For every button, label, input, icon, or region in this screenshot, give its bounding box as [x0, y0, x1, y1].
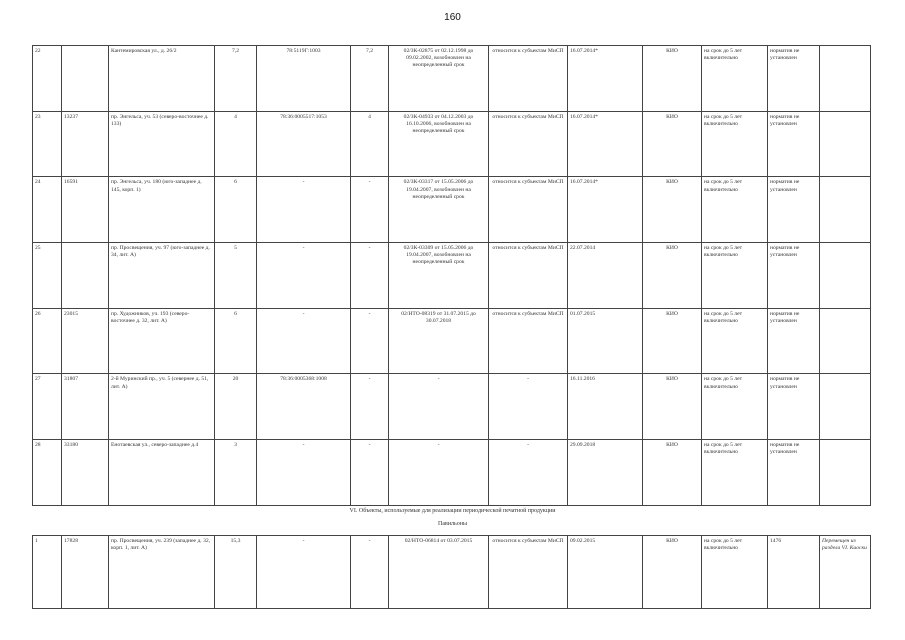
- table-row: [33, 536, 871, 609]
- cell-address: 2-й Муринский пр., уч. 5 (севернее д. 51, лит. А): [109, 374, 215, 440]
- table-row: [33, 46, 871, 112]
- cell-contract: -: [389, 374, 489, 440]
- cell-code: 31807: [62, 374, 109, 440]
- cell-extra: Перемещен из раздела VI. Киоски: [820, 536, 871, 609]
- cell-no: 27: [33, 374, 62, 440]
- cell-cadastre: -: [257, 243, 351, 309]
- cell-area2: -: [351, 243, 389, 309]
- cell-subject: относится к субъектам МиСП: [489, 308, 568, 374]
- cell-cadastre: -: [257, 177, 351, 243]
- cell-contract: 02/НТО-06814 от 03.07.2015: [389, 536, 489, 609]
- cell-date: 16.07.2014*: [568, 111, 643, 177]
- cell-no: 23: [33, 111, 62, 177]
- cell-cadastre: -: [257, 308, 351, 374]
- cell-org: КИО: [643, 46, 702, 112]
- cell-subject: относится к субъектам МиСП: [489, 243, 568, 309]
- cell-area: 20: [215, 374, 257, 440]
- table-row: [33, 308, 871, 374]
- cell-extra: [820, 46, 871, 112]
- section-subtitle: Павильоны: [437, 521, 467, 527]
- cell-contract: 02/НТО-08319 от 31.07.2015 до 30.07.2018: [389, 308, 489, 374]
- cell-contract: 02/ЗК-04933 от 04.12.2003 до 16.10.2006, возобновлен на неопределенный срок: [389, 111, 489, 177]
- cell-area2: 7,2: [351, 46, 389, 112]
- cell-term: на срок до 5 лет включительно: [702, 46, 768, 112]
- cell-norm: норматив не установлен: [768, 308, 820, 374]
- cell-address: пр. Художников, уч. 193 (северо-восточнее д. 32, лит. А): [109, 308, 215, 374]
- cell-code: 13237: [62, 111, 109, 177]
- cell-org: КИО: [643, 243, 702, 309]
- cell-cadastre: 78:5119Г:1003: [257, 46, 351, 112]
- cell-subject: относится к субъектам МиСП: [489, 177, 568, 243]
- cell-norm: норматив не установлен: [768, 243, 820, 309]
- cell-no: 28: [33, 440, 62, 506]
- cell-date: 16.07.2014*: [568, 177, 643, 243]
- cell-address: пр. Просвещения, уч. 97 (юго-западнее д. 34, лит. А): [109, 243, 215, 309]
- cell-org: КИО: [643, 308, 702, 374]
- cell-contract: 02/ЗК-03309 от 15.05.2006 до 19.04.2007, возобновлен на неопределенный срок: [389, 243, 489, 309]
- cell-address: Енотаевская ул., северо-западнее д.4: [109, 440, 215, 506]
- cell-area: 6: [215, 308, 257, 374]
- cell-address: пр. Энгельса, уч. 53 (северо-восточнее д. 133): [109, 111, 215, 177]
- cell-code: 23015: [62, 308, 109, 374]
- cell-contract: 02/ЗК-02875 от 02.12.1998 до 09.02.2002, возобновлен на неопределенный срок: [389, 46, 489, 112]
- cell-term: на срок до 5 лет включительно: [702, 440, 768, 506]
- table-row: [33, 440, 871, 506]
- cell-norm: норматив не установлен: [768, 46, 820, 112]
- cell-term: на срок до 5 лет включительно: [702, 177, 768, 243]
- cell-org: КИО: [643, 536, 702, 609]
- table-row: [33, 111, 871, 177]
- cell-norm: норматив не установлен: [768, 440, 820, 506]
- cell-area: 4: [215, 111, 257, 177]
- cell-org: КИО: [643, 374, 702, 440]
- cell-subject: относится к субъектам МиСП: [489, 111, 568, 177]
- pavilions-table: [32, 535, 871, 609]
- cell-no: 22: [33, 46, 62, 112]
- cell-date: 09.02.2015: [568, 536, 643, 609]
- cell-area: 7,2: [215, 46, 257, 112]
- cell-term: на срок до 5 лет включительно: [702, 374, 768, 440]
- cell-subject: -: [489, 440, 568, 506]
- cell-extra: [820, 177, 871, 243]
- cell-extra: [820, 111, 871, 177]
- cell-area2: -: [351, 177, 389, 243]
- cell-area2: -: [351, 536, 389, 609]
- cell-code: 17828: [62, 536, 109, 609]
- cell-date: 01.07.2015: [568, 308, 643, 374]
- section-title: VI. Объекты, используемые для реализации периодической печатной продукции: [349, 508, 556, 514]
- cell-extra: [820, 440, 871, 506]
- cell-area2: -: [351, 440, 389, 506]
- cell-area: 3: [215, 440, 257, 506]
- cell-org: КИО: [643, 440, 702, 506]
- cell-extra: [820, 374, 871, 440]
- cell-org: КИО: [643, 177, 702, 243]
- cell-subject: относится к субъектам МиСП: [489, 46, 568, 112]
- cell-subject: относится к субъектам МиСП: [489, 536, 568, 609]
- cell-date: 16.07.2014*: [568, 46, 643, 112]
- cell-address: пр. Просвещения, уч. 239 (западнее д. 32, корп. 1, лит. А): [109, 536, 215, 609]
- cell-term: на срок до 5 лет включительно: [702, 243, 768, 309]
- cell-area: 5: [215, 243, 257, 309]
- cell-cadastre: -: [257, 440, 351, 506]
- cell-norm: норматив не установлен: [768, 177, 820, 243]
- cell-no: 25: [33, 243, 62, 309]
- cell-contract: 02/ЗК-03317 от 15.05.2006 до 19.04.2007, возобновлен на неопределенный срок: [389, 177, 489, 243]
- cell-term: на срок до 5 лет включительно: [702, 308, 768, 374]
- cell-norm: норматив не установлен: [768, 374, 820, 440]
- cell-code: [62, 243, 109, 309]
- cell-subject: -: [489, 374, 568, 440]
- cell-area2: -: [351, 308, 389, 374]
- cell-no: 1: [33, 536, 62, 609]
- cell-code: 16591: [62, 177, 109, 243]
- cell-date: 16.11.2016: [568, 374, 643, 440]
- cell-norm: 1476: [768, 536, 820, 609]
- cell-term: на срок до 5 лет включительно: [702, 536, 768, 609]
- cell-code: [62, 46, 109, 112]
- cell-term: на срок до 5 лет включительно: [702, 111, 768, 177]
- cell-date: 29.09.2018: [568, 440, 643, 506]
- cell-code: 33180: [62, 440, 109, 506]
- cell-extra: [820, 308, 871, 374]
- table-row: [33, 243, 871, 309]
- cell-area: 15,3: [215, 536, 257, 609]
- cell-cadastre: 78:36:0005517:1053: [257, 111, 351, 177]
- table-row: [33, 374, 871, 440]
- cell-extra: [820, 243, 871, 309]
- cell-contract: -: [389, 440, 489, 506]
- cell-area2: -: [351, 374, 389, 440]
- objects-table: [32, 45, 871, 506]
- cell-cadastre: -: [257, 536, 351, 609]
- table-row: [33, 177, 871, 243]
- cell-area2: 4: [351, 111, 389, 177]
- cell-date: 22.07.2014: [568, 243, 643, 309]
- cell-area: 6: [215, 177, 257, 243]
- cell-address: пр. Энгельса, уч. 180 (юго-западнее д. 145, корп. 1): [109, 177, 215, 243]
- cell-norm: норматив не установлен: [768, 111, 820, 177]
- cell-address: Кантемировская ул., д. 26/2: [109, 46, 215, 112]
- page-number: 160: [444, 12, 461, 23]
- cell-cadastre: 78:36:0005368:1008: [257, 374, 351, 440]
- cell-no: 24: [33, 177, 62, 243]
- cell-no: 26: [33, 308, 62, 374]
- cell-org: КИО: [643, 111, 702, 177]
